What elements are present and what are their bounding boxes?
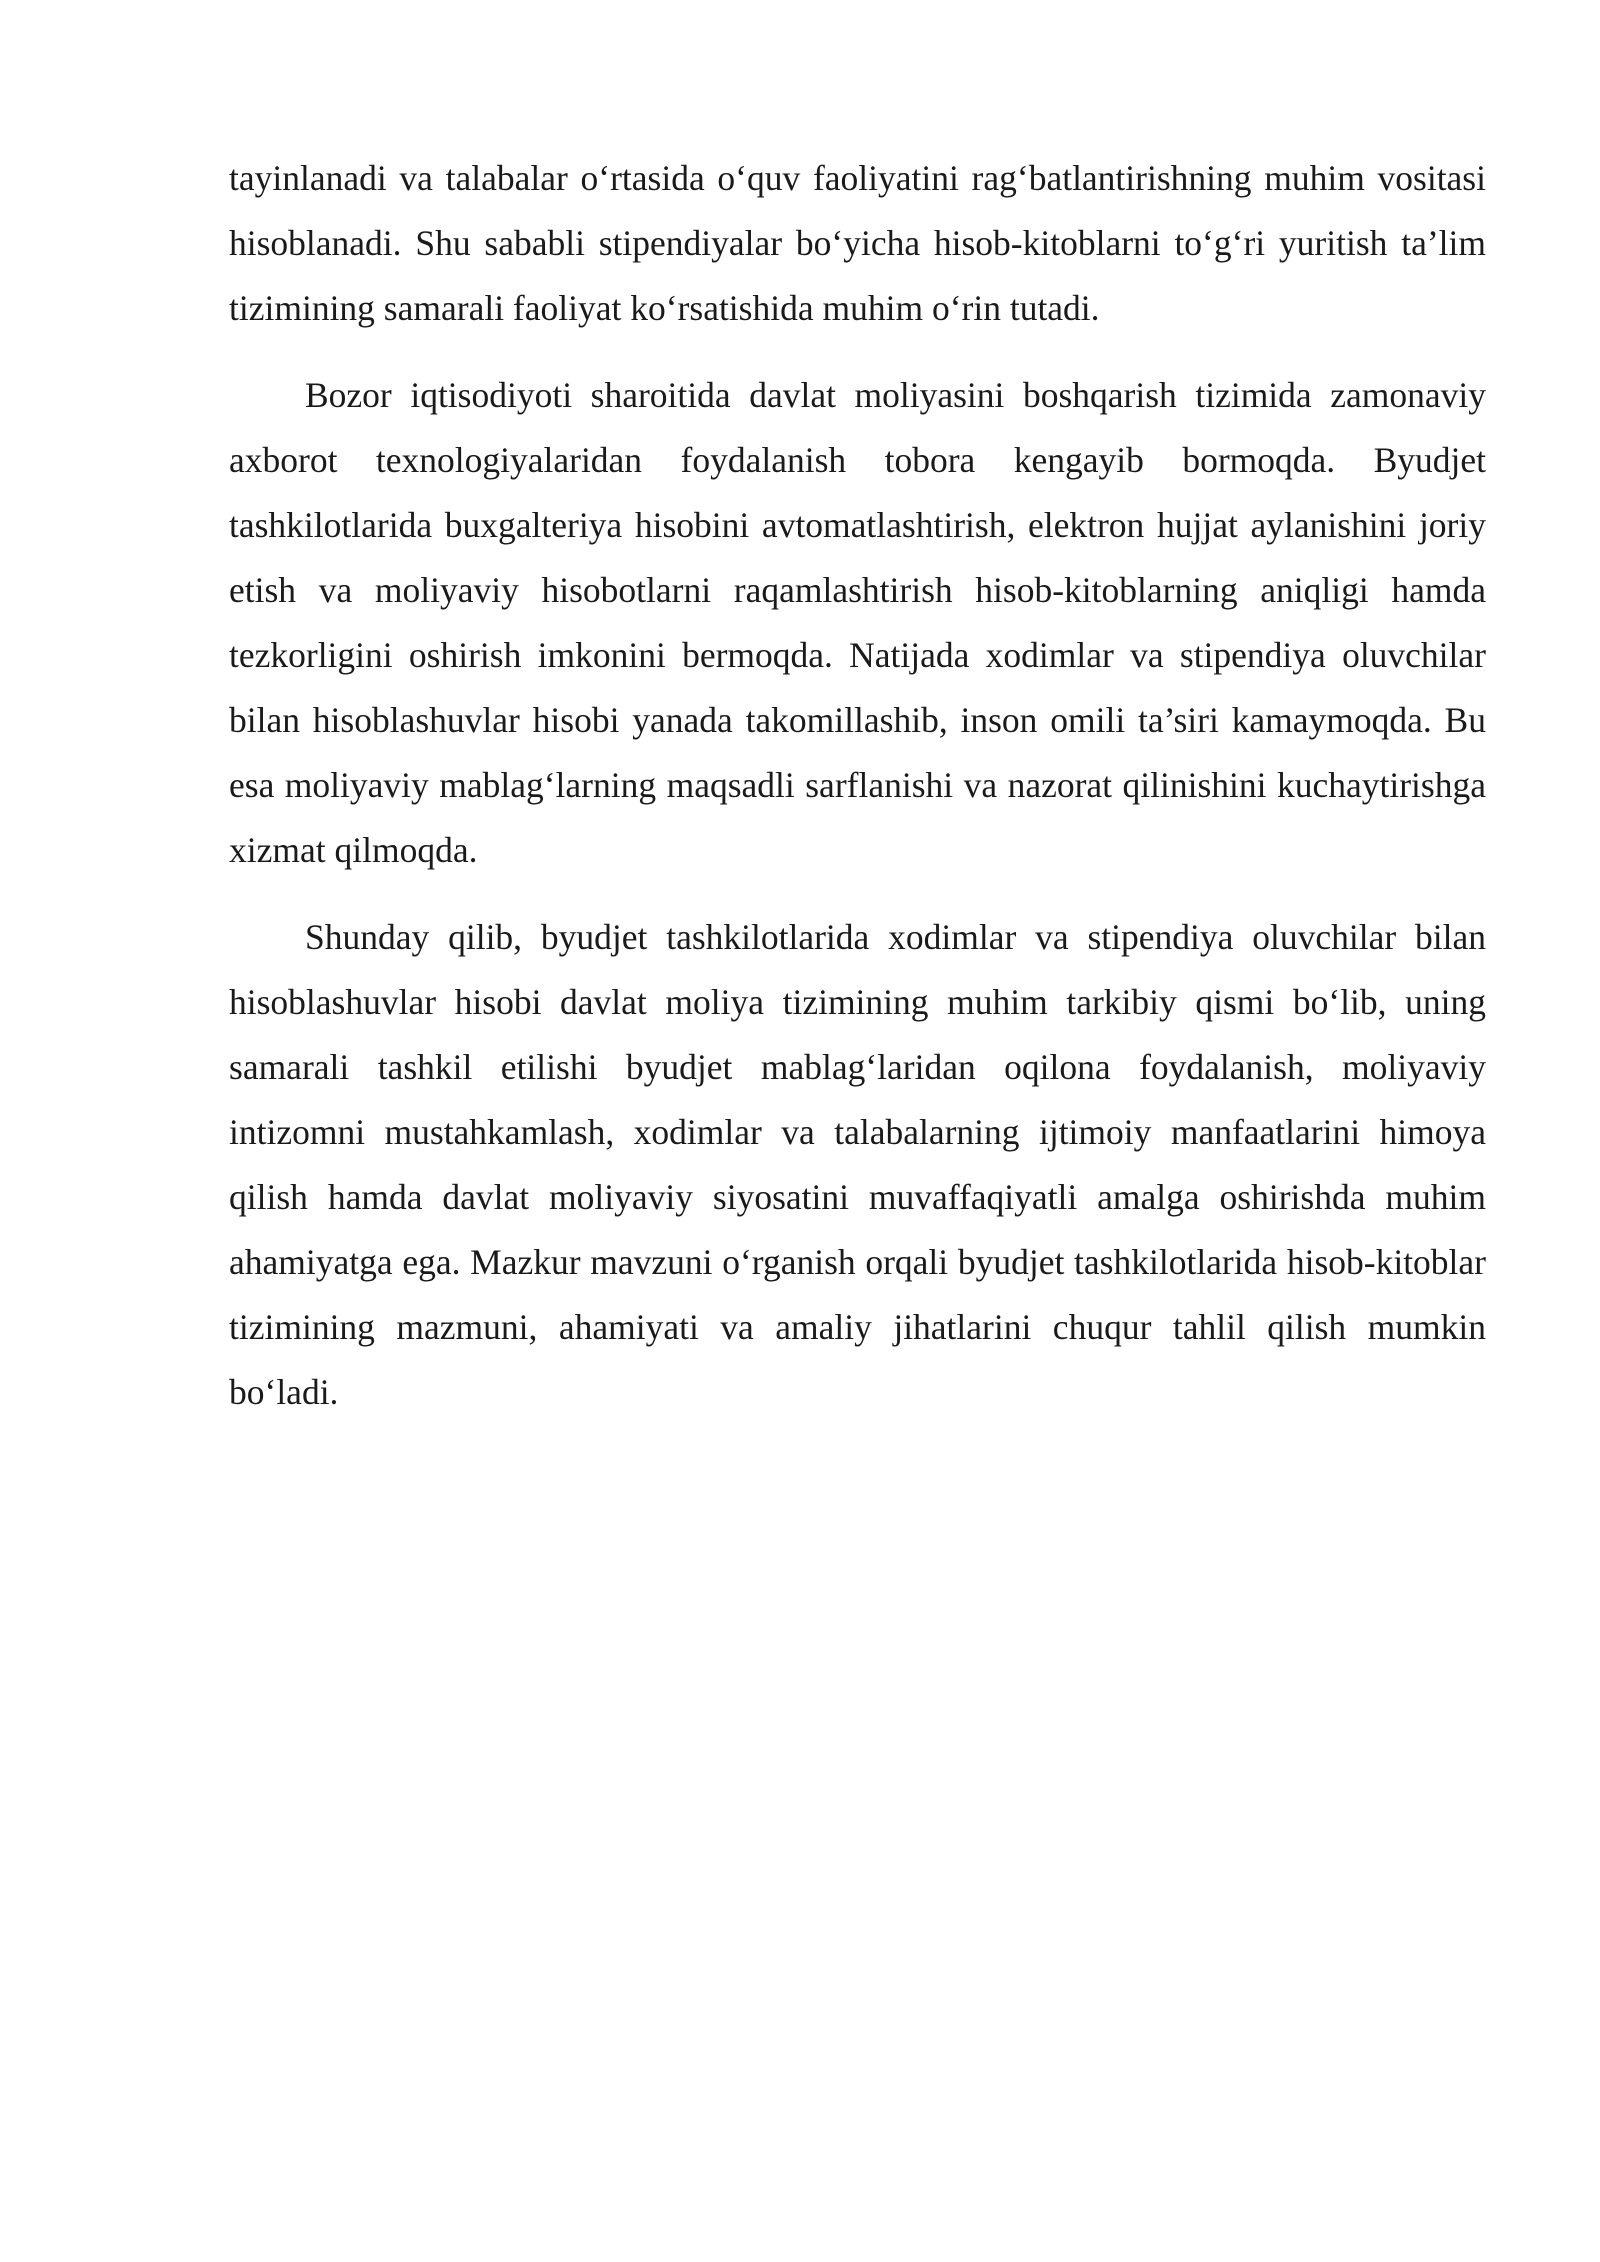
document-body (229, 146, 1486, 1447)
paragraph-conclusion: Shunday qilib, byudjet tashkilotlarida xodimlar va stipendiya oluvchilar bilan hisoblashuvlar hisobi davlat moliya tizimining muhim tarkibiy qismi bo‘lib, uning samarali tashkil etilishi byudjet mablag‘laridan oqilona foydalanish, moliyaviy intizomni mustahkamlash, xodimlar va talabalarning ijtimoiy manfaatlarini himoya qilish hamda davlat moliyaviy siyosatini muvaffaqiyatli amalga oshirishda muhim ahamiyatga ega. Mazkur mavzuni o‘rganish orqali byudjet tashkilotlarida hisob-kitoblar tizimining mazmuni, ahamiyati va amaliy jihatlarini chuqur tahlil qilish mumkin bo‘ladi. (229, 917, 1486, 1412)
paragraph-digital-technologies: Bozor iqtisodiyoti sharoitida davlat moliyasini boshqarish tizimida zamonaviy axborot texnologiyalaridan foydalanish tobora kengayib bormoqda. Byudjet tashkilotlarida buxgalteriya hisobini avtomatlashtirish, elektron hujjat aylanishini joriy etish va moliyaviy hisobotlarni raqamlashtirish hisob-kitoblarning aniqligi hamda tezkorligini oshirish imkonini bermoqda. Natijada xodimlar va stipendiya oluvchilar bilan hisoblashuvlar hisobi yanada takomillashib, inson omili ta’siri kamaymoqda. Bu esa moliyaviy mablag‘larning maqsadli sarflanishi va nazorat qilinishini kuchaytirishga xizmat qilmoqda. (229, 375, 1486, 870)
paragraph-continuation: tayinlanadi va talabalar o‘rtasida o‘quv faoliyatini rag‘batlantirishning muhim vositasi hisoblanadi. Shu sababli stipendiyalar bo‘yicha hisob-kitoblarni to‘g‘ri yuritish ta’lim tizimining samarali faoliyat ko‘rsatishida muhim o‘rin tutadi. (229, 158, 1486, 328)
